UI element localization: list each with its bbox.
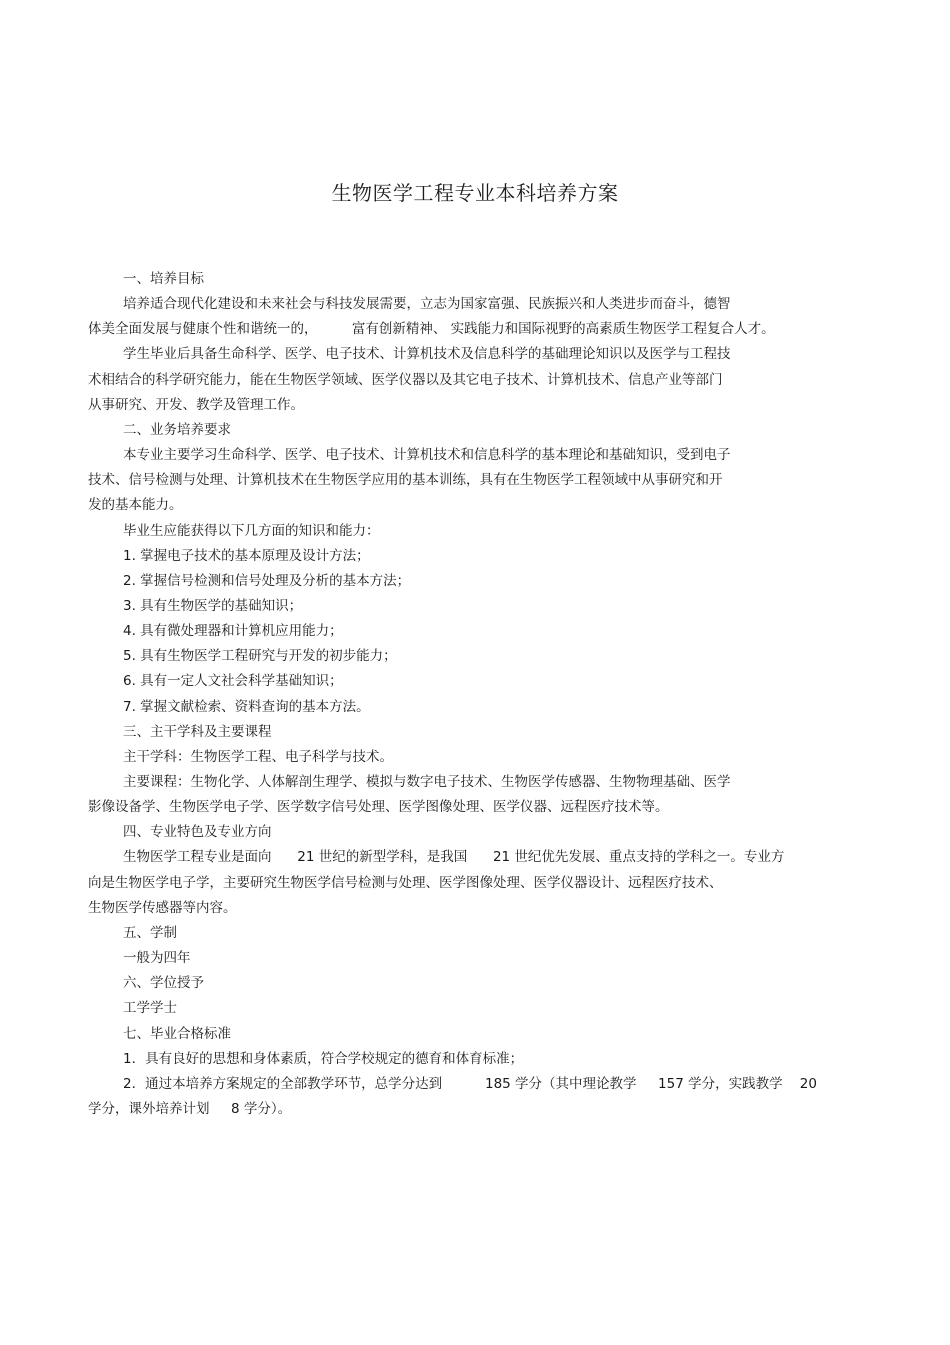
list-item: 7. 掌握文献检索、资料查询的基本方法。 <box>123 698 370 715</box>
paragraph-line: 毕业生应能获得以下几方面的知识和能力： <box>123 522 380 539</box>
list-item: 4. 具有微处理器和计算机应用能力； <box>123 623 343 640</box>
paragraph-line: 工学学士 <box>123 1000 177 1017</box>
list-item: 3. 具有生物医学的基础知识； <box>123 598 303 614</box>
paragraph-line: 术相结合的科学研究能力，能在生物医学领域、医学仪器以及其它电子技术、计算机技术、信息产业等部门 <box>88 371 723 388</box>
paragraph-line: 从事研究、开发、教学及管理工作。 <box>88 396 304 413</box>
paragraph-line: 学分，课外培养计划 8 学分）。 <box>88 1100 292 1117</box>
list-item: 5. 具有生物医学工程研究与开发的初步能力； <box>123 648 397 665</box>
paragraph-line: 培养适合现代化建设和未来社会与科技发展需要，立志为国家富强、民族振兴和人类进步而奋斗，德智 <box>123 296 731 313</box>
paragraph-line: 生物医学工程专业是面向 21 世纪的新型学科，是我国 21 世纪优先发展、重点支持的学科之一。专业方 <box>123 849 785 866</box>
paragraph-line: 一般为四年 <box>123 950 191 966</box>
list-item: 1. 掌握电子技术的基本原理及设计方法； <box>123 547 370 564</box>
paragraph-line: 发的基本能力。 <box>88 497 183 514</box>
section-heading: 六、学位授予 <box>123 975 204 992</box>
paragraph-line: 主要课程：生物化学、人体解剖生理学、模拟与数字电子技术、生物医学传感器、生物物理基础、医学 <box>123 774 731 790</box>
paragraph-line: 生物医学传感器等内容。 <box>88 899 237 916</box>
list-item: 2．通过本培养方案规定的全部教学环节，总学分达到 185 学分（其中理论教学 157 学分，实践教学 20 <box>123 1075 817 1092</box>
paragraph-line: 体美全面发展与健康个性和谐统一的， 富有创新精神、 实践能力和国际视野的高素质生物医学工程复合人才。 <box>88 321 775 338</box>
list-item: 2. 掌握信号检测和信号处理及分析的基本方法； <box>123 572 411 589</box>
document-title: 生物医学工程专业本科培养方案 <box>331 181 619 205</box>
paragraph-line: 主干学科：生物医学工程、电子科学与技术。 <box>123 748 393 765</box>
list-item: 1．具有良好的思想和身体素质，符合学校规定的德育和体育标准； <box>123 1050 524 1067</box>
paragraph-line: 向是生物医学电子学，主要研究生物医学信号检测与处理、医学图像处理、医学仪器设计、远程医疗技术、 <box>88 874 723 891</box>
section-heading: 四、专业特色及专业方向 <box>123 824 272 841</box>
paragraph-line: 学生毕业后具备生命科学、医学、电子技术、计算机技术及信息科学的基础理论知识以及医学与工程技 <box>123 346 731 363</box>
section-heading: 三、主干学科及主要课程 <box>123 723 272 740</box>
paragraph-line: 影像设备学、生物医学电子学、医学数字信号处理、医学图像处理、医学仪器、远程医疗技术等。 <box>88 799 669 816</box>
paragraph-line: 技术、信号检测与处理、计算机技术在生物医学应用的基本训练，具有在生物医学工程领域中从事研究和开 <box>88 472 723 489</box>
list-item: 6. 具有一定人文社会科学基础知识； <box>123 673 343 690</box>
paragraph-line: 本专业主要学习生命科学、医学、电子技术、计算机技术和信息科学的基本理论和基础知识，受到电子 <box>123 447 731 463</box>
section-heading: 七、毕业合格标准 <box>123 1025 231 1042</box>
section-heading: 二、业务培养要求 <box>123 421 231 438</box>
section-heading: 一、培养目标 <box>123 271 204 287</box>
section-heading: 五、学制 <box>123 924 177 941</box>
